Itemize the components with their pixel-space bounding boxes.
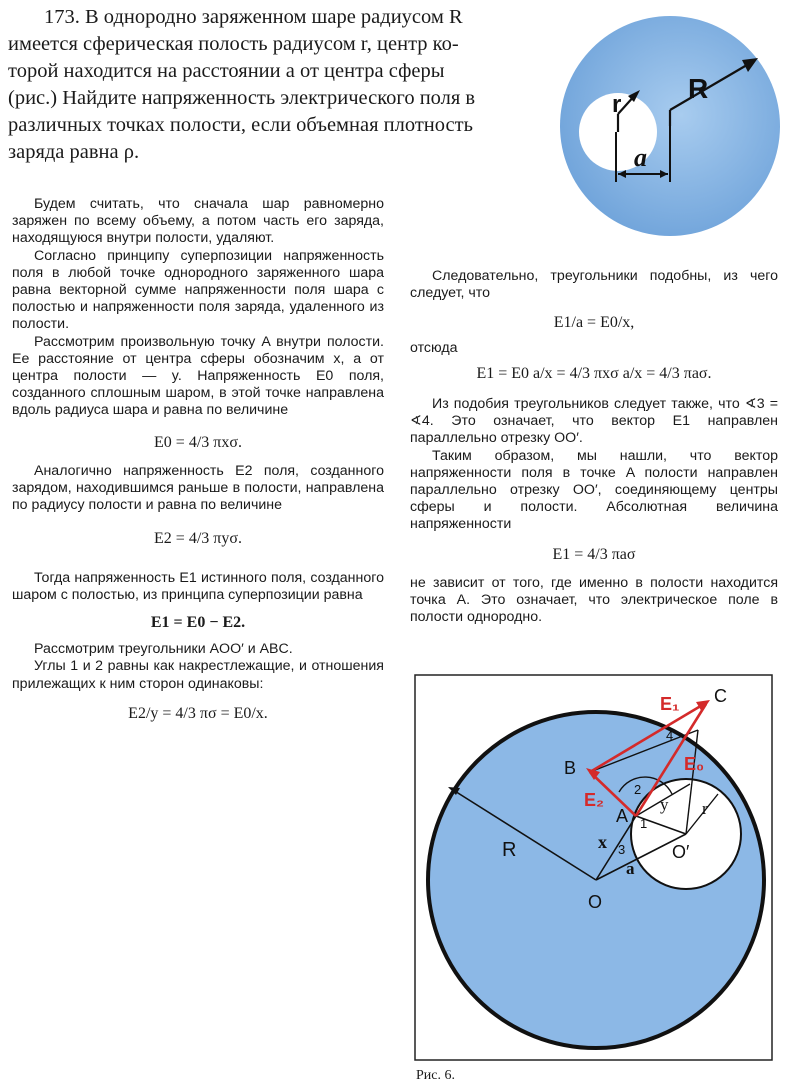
- paragraph: Из подобия треугольников следует также, что ∢3 = ∢4. Это означает, что вектор E1 направлен параллельно отрезку OO′.: [410, 396, 778, 447]
- label-O-prime: O′: [672, 842, 690, 862]
- paragraph: Углы 1 и 2 равны как накрестлежащие, и отношения прилежащих к ним сторон одинаковы:: [12, 658, 384, 692]
- paragraph: Следовательно, треугольники подобны, из чего следует, что: [410, 268, 778, 302]
- equation: E1/a = E0/x,: [553, 314, 635, 332]
- label-E0: E₀: [684, 754, 705, 774]
- label-C: C: [714, 686, 727, 706]
- label-r: r: [702, 799, 708, 818]
- label-R: R: [502, 839, 517, 861]
- paragraph: Будем считать, что сначала шар равномерно заряжен по всему объему, а потом часть его заряда, находящуюся внутри полости, удаляют.: [12, 196, 384, 247]
- sphere-figure: [556, 16, 786, 236]
- label-E1: E₁: [660, 694, 680, 714]
- equation: E2 = 4/3 πyσ.: [154, 530, 242, 548]
- label-r: r: [612, 91, 622, 118]
- problem-line: различных точках полости, если объемная плотность: [8, 114, 473, 136]
- label-R: R: [688, 73, 709, 104]
- equation: E0 = 4/3 πxσ.: [154, 433, 242, 451]
- paragraph: Тогда напряженность E1 истинного поля, созданного шаром с полостью, из принципа суперпозиции равна: [12, 569, 384, 603]
- paragraph: Рассмотрим треугольники AOO′ и ABC.: [34, 641, 293, 658]
- label-x: x: [598, 832, 607, 852]
- paragraph: Согласно принципу суперпозиции напряженность поля в любой точке однородного заряженного шара равна векторной сумме напряженности поля шара с полостью и напряженности поля заряда, удаленного из полости.: [12, 247, 384, 333]
- problem-statement: [8, 4, 536, 166]
- paragraph: не зависит от того, где именно в полости находится точка A. Это означает, что электрическое поле в полости однородно.: [410, 574, 778, 626]
- equation: E1 = 4/3 πaσ: [552, 545, 636, 563]
- equation: E2/y = 4/3 πσ = E0/x.: [128, 704, 268, 722]
- angle-2: 2: [634, 782, 642, 797]
- label-E2: E₂: [584, 790, 605, 810]
- angle-4: 4: [666, 728, 674, 743]
- label-B: B: [564, 758, 577, 778]
- right-column: [410, 268, 778, 626]
- label-a: a: [634, 143, 647, 172]
- figure-6: [414, 674, 774, 1062]
- angle-3: 3: [618, 842, 626, 857]
- paragraph: Аналогично напряженность E2 поля, созданного зарядом, находившимся раньше в полости, направлена по радиусу полости и равна по величине: [12, 462, 384, 514]
- paragraph: отсюда: [410, 339, 458, 356]
- problem-line: имеется сферическая полость радиусом r, центр ко-: [8, 33, 459, 55]
- label-O: O: [588, 892, 603, 912]
- problem-line: торой находится на расстоянии a от центра сферы: [8, 60, 445, 82]
- equation: E1 = E0 − E2.: [150, 614, 246, 632]
- problem-line: (рис.) Найдите напряженность электрического поля в: [8, 87, 476, 109]
- left-column: [12, 196, 384, 734]
- equation: E1 = E0 a/x = 4/3 πxσ a/x = 4/3 πaσ.: [476, 364, 712, 382]
- problem-line: 173. В однородно заряженном шаре радиусом R: [44, 6, 463, 28]
- paragraph: Рассмотрим произвольную точку A внутри полости. Ее расстояние от центра сферы обозначим x, а от центра полости — y. Напряженность E0 поля, созданного сплошным шаром, в этой точке направлена вдоль радиуса шара и равна по величине: [12, 333, 384, 419]
- paragraph: Таким образом, мы нашли, что вектор напряженности поля в точке A полости направлен параллельно отрезку OO′, соединяющему центры сферы и полости. Абсолютная величина напряженности: [410, 447, 778, 533]
- label-a: a: [626, 859, 635, 878]
- angle-1: 1: [640, 816, 648, 831]
- problem-line: заряда равна ρ.: [8, 141, 140, 163]
- figure-caption: Рис. 6.: [416, 1068, 455, 1083]
- label-A: A: [616, 806, 629, 826]
- label-y: y: [660, 795, 669, 814]
